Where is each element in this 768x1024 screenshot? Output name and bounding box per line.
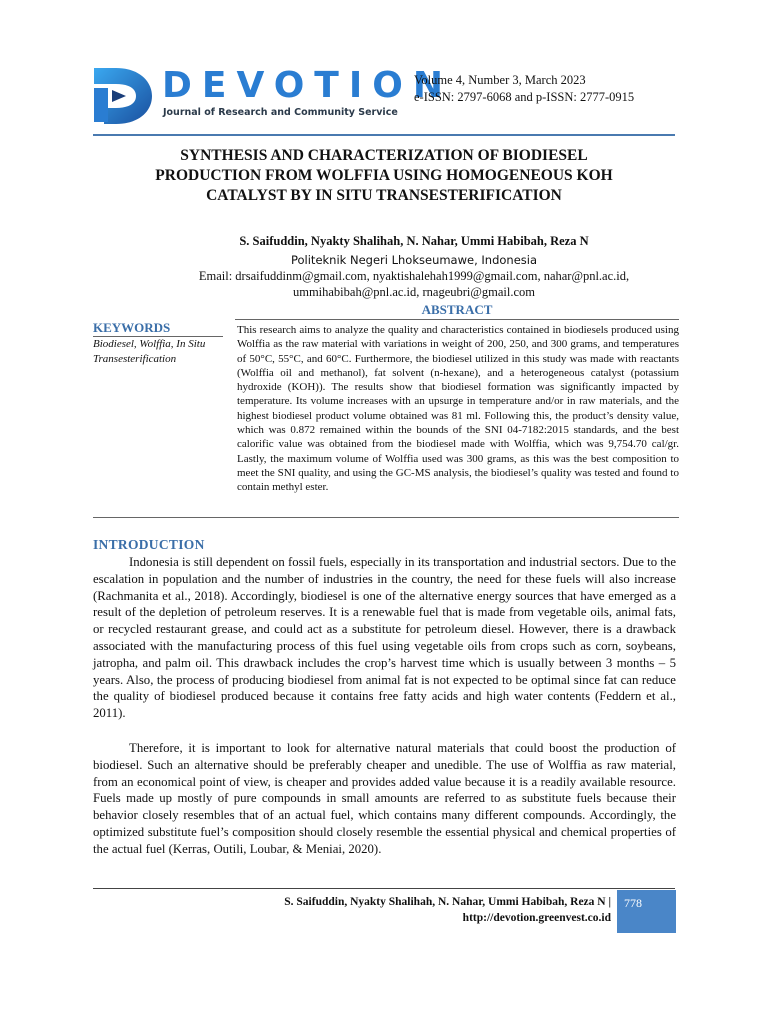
- affiliation: Politeknik Negeri Lhokseumawe, Indonesia: [290, 253, 538, 267]
- abstract-divider: [235, 319, 679, 320]
- author-list: S. Saifuddin, Nyakty Shalihah, N. Nahar, Ummi Habibah, Reza N: [239, 234, 589, 248]
- keywords-heading: KEYWORDS: [93, 320, 171, 335]
- abstract-body: This research aims to analyze the quality and characteristics contained in biodiesels produced using Wolffia as the raw material with variations in weight of 200, 250, and 300 grams, and temperatures of 50°C, 55°C, and 60°C. Furthermore, the biodiesel utilized in this study was made with reactants (Wolffia oil and methanol), fat solvent (n-hexane), and a heterogeneous catalyst (potassium hydroxide (KOH)). The results show that biodiesel formation was significantly impacted by temperature. Its volume increases with an upsurge in temperature and/or in raw materials, and the highest biodiesel product volume obtained was 81 ml. Following this, the product’s density value, which was 0.872 remained within the bounds of the SNI 04-7182:2015 standards, and the best calorific value was obtained from the biodiesel made with Wolffia, which was 9,754.70 cal/gr. Lastly, the maximum volume of Wolffia used was 300 grams, as this was the best composition to meet the SNI quality, and using the GC-MS analysis, the biodiesel’s quality was tested and found to contain methyl ester.: [237, 324, 679, 494]
- intro-paragraph-2: Therefore, it is important to look for alternative natural materials that could boost the production of biodiesel. Such an alternative should be preferably cheaper and unedible. The use of Wolffia as raw material, from an economical point of view, is cheaper and provides added value because it is a readily available resource. Fuels made up mostly of pure compounds in small amounts are referred to as substitute fuels because their behavior closely resembles that of an actual fuel, which contains many different compounds. Accordingly, the optimized substitute fuel’s composition should closely resemble the essential physical and chemical properties of the actual fuel (Kerras, Outili, Loubar, & Meniai, 2020).: [93, 741, 676, 856]
- journal-subtitle: Journal of Research and Community Service: [163, 107, 398, 118]
- email-line-1: Email: drsaifuddinm@gmail.com, nyaktishalehah1999@gmail.com, nahar@pnl.ac.id,: [198, 269, 630, 283]
- footer-divider: [93, 888, 675, 889]
- email-line-2: ummihabibah@pnl.ac.id, rnageubri@gmail.com: [292, 285, 536, 299]
- abstract-heading: ABSTRACT: [421, 302, 493, 317]
- abstract-bottom-divider: [93, 517, 679, 518]
- issue-info: [414, 72, 634, 106]
- keywords-text: Biodiesel, Wolffia, In Situ Transesterification: [93, 338, 206, 365]
- footer-url-link[interactable]: http://devotion.greenvest.co.id: [462, 912, 611, 924]
- header-divider: [93, 134, 675, 136]
- page-number: 778: [624, 896, 642, 910]
- intro-paragraph-1: Indonesia is still dependent on fossil fuels, especially in its transportation and industrial sectors. Due to the escalation in population and the number of industries in the country, the need for these fuels will also increase (Rachmanita et al., 2018). Accordingly, biodiesel is one of the alternative energy sources that have emerged as a result of the depletion of petroleum reserves. It is a renewable fuel that is made from vegetable oils, animal fats, or recycled restaurant grease, and could act as a substitute for petroleum diesel. However, there is a drawback associated with the manufacturing process of this fuel using vegetable oils from crops such as corn, soybeans, jatropha, and palm oil. This drawback includes the crop’s harvest time which is usually between 3 months – 5 years. Also, the process of producing biodiesel from animal fat is not expected to be optimal since fat can reduce the quality of biodiesel produced because it contains free fatty acids and high water contents (Feddern et al., 2011).: [93, 555, 676, 721]
- article-title: SYNTHESIS AND CHARACTERIZATION OF BIODIESEL PRODUCTION FROM WOLFFIA USING HOMOGENEOUS KOH CATALYST BY IN SITU TRANSESTERIFICATION: [155, 147, 613, 204]
- journal-brand: DEVOTION: [162, 65, 453, 106]
- introduction-heading: INTRODUCTION: [93, 537, 205, 552]
- volume-line: Volume 4, Number 3, March 2023: [414, 73, 586, 87]
- journal-logo: [90, 64, 156, 126]
- issn-line: e-ISSN: 2797-6068 and p-ISSN: 2777-0915: [414, 90, 635, 104]
- footer-authors: S. Saifuddin, Nyakty Shalihah, N. Nahar, Ummi Habibah, Reza N |: [284, 896, 611, 908]
